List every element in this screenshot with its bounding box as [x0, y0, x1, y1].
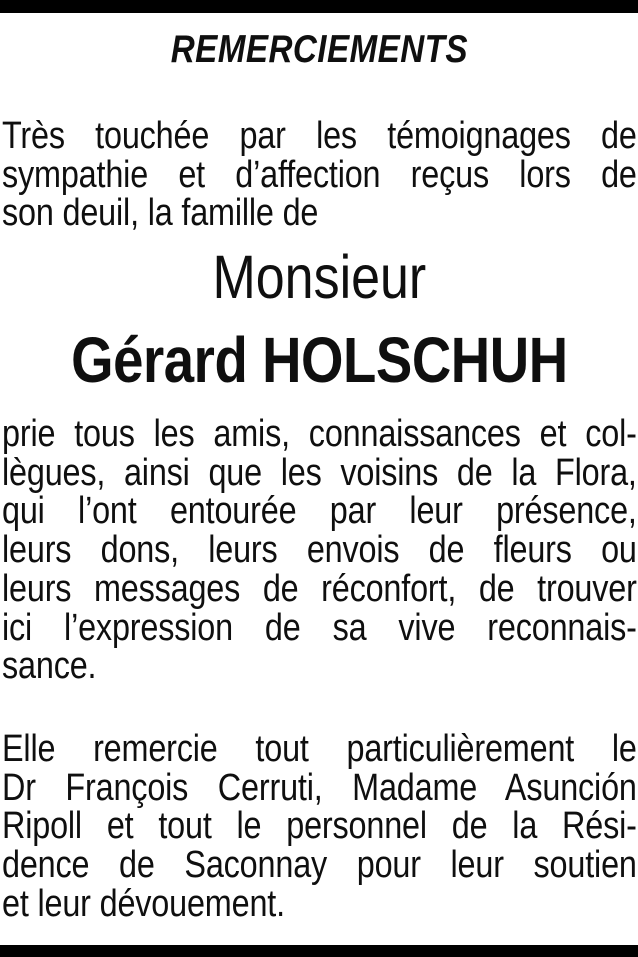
text-line: lègues, ainsi que les voisins de la Flora,: [2, 451, 637, 494]
notice-type-heading: REMERCIEMENTS: [170, 28, 468, 71]
deceased-title: Monsieur: [212, 243, 427, 311]
thanks-paragraph: [2, 730, 637, 924]
text-line: son deuil, la famille de: [2, 192, 319, 235]
text-line: sance.: [2, 645, 97, 688]
text-line: qui l’ont entourée par leur présence,: [2, 490, 637, 533]
text-line: ici l’expression de sa vive reconnais-: [2, 606, 637, 649]
text-line: sympathie et d’affection reçus lors de: [2, 153, 637, 196]
bottom-border-rule: [0, 945, 638, 957]
text-line: leurs dons, leurs envois de fleurs ou: [2, 529, 637, 572]
text-line: prie tous les amis, connaissances et col-: [2, 413, 637, 455]
text-line: leurs messages de réconfort, de trouver: [2, 567, 637, 610]
body-paragraph: [2, 415, 637, 686]
text-line: et leur dévouement.: [2, 882, 285, 925]
text-line: Dr François Cerruti, Madame Asunción: [2, 766, 637, 809]
text-line: Elle remercie tout particulièrement le: [2, 728, 637, 770]
text-line: dence de Saconnay pour leur soutien: [2, 844, 637, 887]
intro-paragraph: [2, 117, 637, 233]
text-line: Ripoll et tout le personnel de la Rési-: [2, 805, 637, 848]
deceased-name: Gérard HOLSCHUH: [71, 324, 568, 396]
text-line: Très touchée par les témoignages de: [2, 115, 637, 157]
notice-content: [2, 0, 637, 957]
